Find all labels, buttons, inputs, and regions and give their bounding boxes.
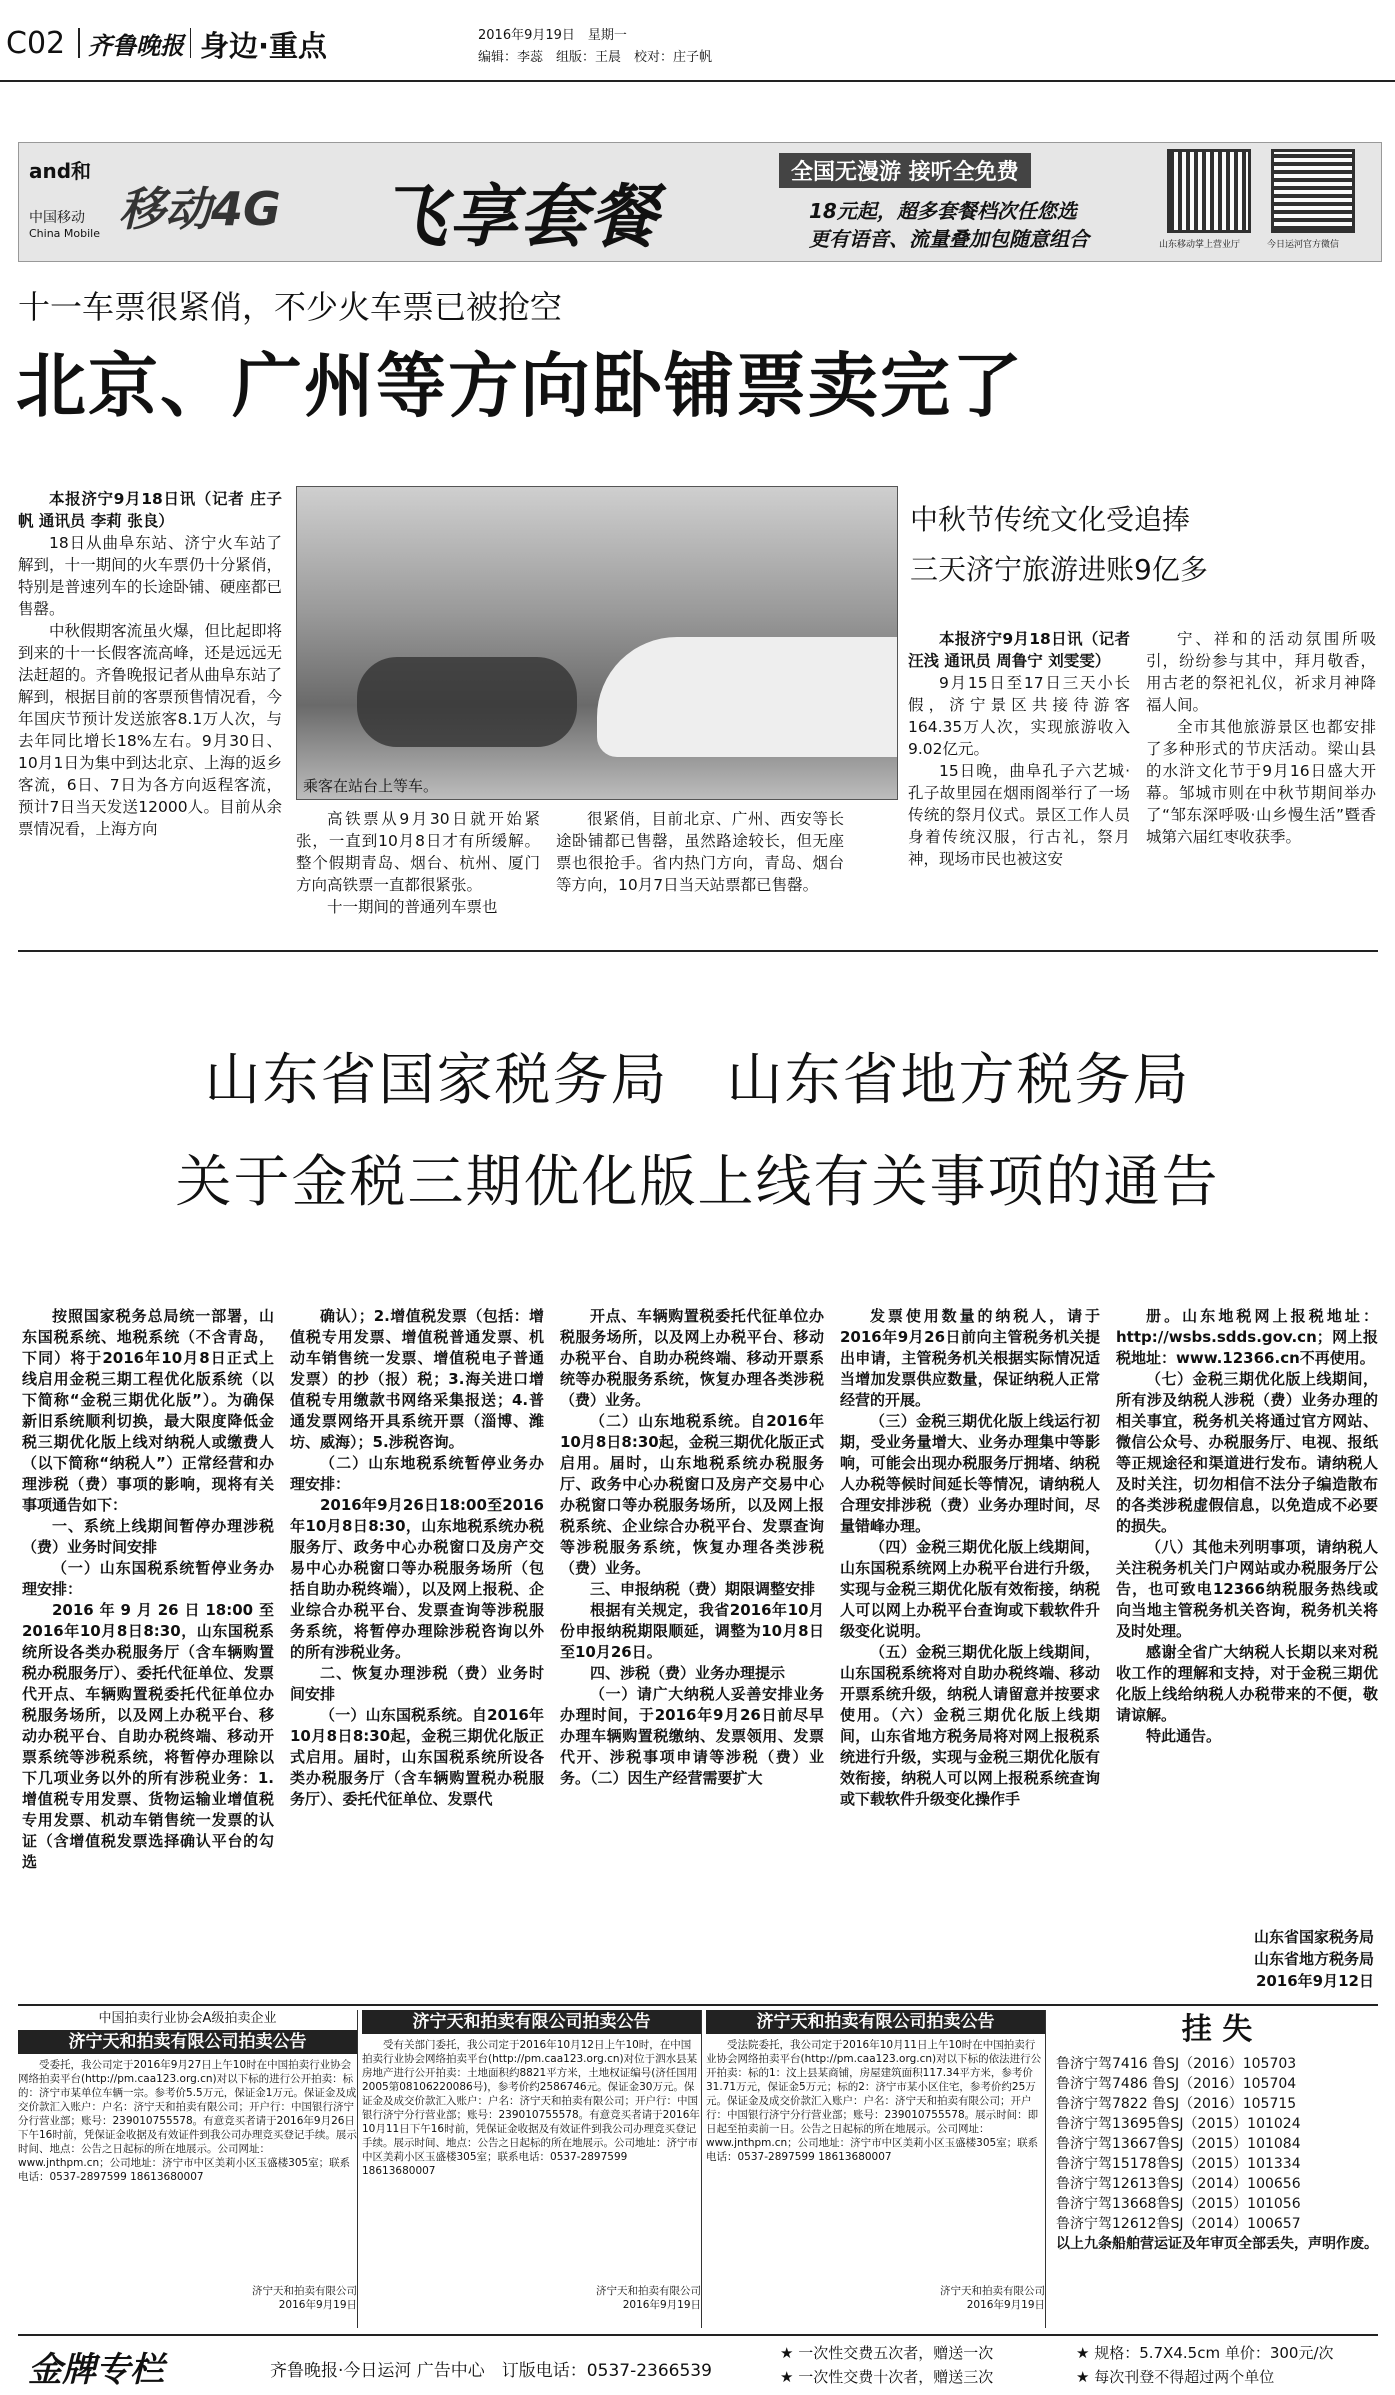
auction-2-date: 2016年9月19日 [622,2299,701,2311]
notice-para-3: 确认）；2.增值税发票（包括：增值税专用发票、增值税普通发票、机动车销售统一发票、增值税电子普通发票）的抄（报）税；3.海关进口增值税专用缴款书网络采集报送；4.普通发票网络开具系统开票（淄博、潍坊、威海）；5.涉税咨询。 [290,1307,544,1451]
page-number: C02 [6,26,66,61]
list-item: 鲁济宁驾7416 鲁SJ（2016）105703 [1056,2056,1297,2072]
notice-para-16: （八）其他未列明事项，请纳税人关注税务机关门户网站或办税服务厅公告，也可致电12366纳税服务热线或向当地主管税务机关咨询，税务机关将及时处理。 [1116,1538,1378,1640]
auction-1-body: 受委托，我公司定于2016年9月27日上午10时在中国拍卖行业协会网络拍卖平台(http://pm.caa123.org.cn)对以下标的进行公开拍卖：标的：济宁市某单位车辆一宗。参考价5.5万元，保证金1万元。保证金及成交价款汇入账户：户名：济宁天和拍卖有限公司；开户行：中国银行济宁分行营业部；账号：239010755578。有意竞买者请于2016年9月26日下午16时前，凭保证金收据及有效证件到我公司办理竞买登记手续。展示时间、地点：公告之日起标的所在地展示。公司网址：www.jnthpm.cn；公司地址：济宁市中区美莉小区玉盛楼305室；联系电话：0537-2897599 18613680007 [18,2059,357,2183]
china-mobile-en: China Mobile [29,227,101,240]
china-mobile-logo: 中国移动 [29,210,85,226]
footer-spec-2: ★ 每次刊登不得超过两个单位 [1076,2368,1275,2386]
list-item: 鲁济宁驾12613鲁SJ（2014）100656 [1056,2176,1301,2192]
qr-label-1: 山东移动掌上营业厅 [1159,240,1241,250]
news2-byline: 本报济宁9月18日讯（记者 汪浅 通讯员 周鲁宁 刘雯雯） [908,630,1130,670]
notice-para-14: 册。山东地税网上报税地址：http://wsbs.sdds.gov.cn；网上报税地址：www.12366.cn不再使用。 [1116,1307,1378,1367]
news1-para-2: 中秋假期客流虽火爆，但比起即将到来的十一长假客流高峰，还是远远无法赶超的。齐鲁晚报记者从曲阜东站了解到，根据目前的客票预售情况看，今年国庆节预计发送旅客8.1万人次，与去年同比增长18%左右。9月30日、10月1日为集中到达北京、上海的返乡客流，6日、7日为各方向返程客流，预计7日当天发送12000人。目前从余票情况看，上海方向 [18,622,282,838]
notice-heading-1a: （一）山东国税系统暂停业务办理安排： [22,1559,274,1598]
news1-para-4: 十一期间的普通列车票也 [327,898,498,916]
notice-para-6: 开点、车辆购置税委托代征单位办税服务场所，以及网上办税平台、移动办税平台、自助办税终端、移动开票系统等办税服务系统，恢复办理各类涉税（费）业务。 [560,1307,824,1409]
news2-para-2: 15日晚，曲阜孔子六艺城·孔子故里园在烟雨阁举行了一场传统的祭月仪式。景区工作人员身着传统汉服，行古礼，祭月神，现场市民也被这安 [908,762,1130,868]
news1-column-1 [18,488,282,918]
section-title: 身边·重点 [200,29,328,63]
list-item: 鲁济宁驾7822 鲁SJ（2016）105715 [1056,2096,1297,2112]
signature-date: 2016年9月12日 [1255,1972,1374,1990]
notice-para-17: 感谢全省广大纳税人长期以来对税收工作的理解和支持，对于金税三期优化版上线给纳税人办税带来的不便，敬请谅解。 [1116,1643,1378,1724]
list-item: 鲁济宁驾15178鲁SJ（2015）101334 [1056,2156,1301,2172]
staff-line: 编辑：李蕊 组版：王晨 校对：庄子帆 [478,50,713,65]
news1-column-3 [556,808,844,928]
paper-logo: 齐鲁晚报 [88,31,184,60]
news1-kicker: 十一车票很紧俏，不少火车票已被抢空 [18,288,563,326]
notice-column-2 [290,1306,544,1996]
news2-column-1 [908,628,1130,928]
crowd-shape [357,657,577,747]
news2-title-2: 三天济宁旅游进账9亿多 [910,553,1208,586]
lost-notice-box [1056,2010,1378,2328]
notice-para-4: 2016年9月26日18:00至2016年10月8日8:30，山东地税系统办税服务厅、政务中心办税窗口及房产交易中心办税窗口等办税服务场所（包括自助办税终端），以及网上报税、企业综合办税平台、发票查询等涉税服务系统，将暂停办理除涉税咨询以外的所有涉税业务。 [290,1496,544,1661]
auction-2-body: 受有关部门委托，我公司定于2016年10月12日上午10时，在中国拍卖行业协会网络拍卖平台(http://pm.caa123.org.cn)对位于泗水县某房地产进行公开拍卖：土地面积约8821平方米，土地权证编号(济任国用2005第08106220086号)，参考价约2586746元。保证金30万元。保证金及成交价款汇入账户：户名：济宁天和拍卖有限公司；开户行：中国银行济宁分行营业部；账号：239010755578。有意竞买者请于2016年10月11日下午16时前，凭保证金收据及有效证件到我公司办理竞买登记手续。展示时间、地点：公告之日起标的所在地展示。公司地址：济宁市中区美莉小区玉盛楼305室；联系电话：0537-2897599 18613680007 [362,2039,700,2177]
list-item: 鲁济宁驾12612鲁SJ（2014）100657 [1056,2216,1301,2232]
auction-3-date: 2016年9月19日 [966,2299,1045,2311]
mobile-ad-banner [18,142,1382,262]
news1-para-3: 高铁票从9月30日就开始紧张，一直到10月8日才有所缓解。整个假期青岛、烟台、杭州、厦门方向高铁票一直都很紧张。 [296,810,540,894]
auction-1-date: 2016年9月19日 [278,2299,357,2311]
and-logo: and和 [29,159,92,183]
notice-column-3 [560,1306,824,1996]
ad-slogan-main: 飞享套餐 [379,178,660,257]
list-item: 鲁济宁驾13668鲁SJ（2015）101056 [1056,2196,1301,2212]
news1-column-2 [296,808,540,928]
list-item: 鲁济宁驾13695鲁SJ（2015）101024 [1056,2116,1301,2132]
notice-title-1: 山东省国家税务局 山东省地方税务局 [204,1048,1191,1113]
news1-photo [296,486,898,800]
notice-para-10: 发票使用数量的纳税人，请于2016年9月26日前向主管税务机关提出申请，主管税务机关根据实际情况适当增加发票供应数量，保证纳税人正常经营的开展。 [840,1307,1100,1409]
lost-note: 以上九条船舶营运证及年审页全部丢失，声明作废。 [1056,2236,1378,2252]
lost-list [1056,2054,1378,2254]
notice-heading-1: 一、系统上线期间暂停办理涉税（费）业务时间安排 [22,1517,274,1556]
notice-para-2: 2016年9月26日18:00至2016年10月8日8:30，山东国税系统所设各类办税服务厅（含车辆购置税办税服务厅）、委托代征单位、发票代开点、车辆购置税委托代征单位办税服务场所，以及网上办税平台、移动办税平台、自助办税终端、移动开票系统等涉税系统，将暂停办理除以下几项业务以外的所有涉税业务：1.增值税专用发票、货物运输业增值税专用发票、机动车销售统一发票的认证（含增值税发票选择确认平台的勾选 [22,1601,274,1871]
list-item: 鲁济宁驾13667鲁SJ（2015）101084 [1056,2136,1301,2152]
notice-signature [1116,1926,1374,1992]
notice-para-1: 按照国家税务总局统一部署，山东国税系统、地税系统（不含青岛，下同）将于2016年10月8日正式上线启用金税三期工程优化版系统（以下简称“金税三期优化版”）。为确保新旧系统顺利切换，最大限度降低金税三期优化版上线对纳税人或缴费人（以下简称“纳税人”）正常经营和办理涉税（费）事项的影响，现将有关事项通告如下： [22,1307,274,1514]
notice-heading-4: 三、申报纳税（费）期限调整安排 [590,1580,816,1598]
news2-para-3: 宁、祥和的活动氛围所吸引，纷纷参与其中，拜月敬香，用古老的祭祀礼仪，祈求月神降福人间。 [1146,630,1376,714]
notice-column-1 [22,1306,274,1996]
auction-1-top: 中国拍卖行业协会A级拍卖企业 [98,2011,277,2026]
auction-box-3 [706,2010,1046,2328]
auction-3-body: 受法院委托，我公司定于2016年10月11日上午10时在中国拍卖行业协会网络拍卖平台(http://pm.caa123.org.cn)对以下标的依法进行公开拍卖：标的1：汶上县某商铺，房屋建筑面积117.34平方米，参考价31.71万元，保证金5万元；标的2：济宁市某小区住宅，参考价约25万元。保证金及成交价款汇入账户：户名：济宁天和拍卖有限公司；开户行：中国银行济宁分行营业部；账号：239010755578。展示时间：即日起至拍卖前一日。公告之日起标的所在地展示。公司网址：www.jnthpm.cn；公司地址：济宁市中区美莉小区玉盛楼305室；联系电话：0537-2897599 18613680007 [706,2039,1042,2163]
train-shape [597,637,897,757]
news1-para-1: 18日从曲阜东站、济宁火车站了解到，十一期间的火车票仍十分紧俏，特别是普速列车的长途卧铺、硬座都已售罄。 [18,534,282,618]
notice-para-15: （七）金税三期优化版上线期间，所有涉及纳税人涉税（费）业务办理的相关事宜，税务机关将通过官方网站、微信公众号、办税服务厅、电视、报纸等正规途径和渠道进行发布。请纳税人及时关注，切勿相信不法分子编造散布的各类涉税虚假信息，以免造成不必要的损失。 [1116,1370,1378,1535]
news1-headline: 北京、广州等方向卧铺票卖完了 [16,345,1024,427]
footer-logo: 金牌专栏 [28,2350,164,2390]
auction-box-1 [18,2010,358,2328]
ads-divider [18,2004,1378,2006]
auction-3-sign: 济宁天和拍卖有限公司 [940,2285,1045,2297]
notice-para-8: 根据有关规定，我省2016年10月份申报纳税期限顺延，调整为10月8日至10月26日。 [560,1601,824,1661]
auction-1-sign: 济宁天和拍卖有限公司 [252,2285,357,2297]
notice-para-9: （一）请广大纳税人妥善安排业务办理时间，于2016年9月26日前尽早办理车辆购置税缴纳、发票领用、发票代开、涉税事项申请等涉税（费）业务。（二）因生产经营需要扩大 [560,1685,824,1787]
notice-column-5 [1116,1306,1378,1916]
footer-center: 齐鲁晚报·今日运河 广告中心 订版电话：0537-2366539 [270,2361,712,2381]
signature-2: 山东省地方税务局 [1253,1950,1374,1968]
notice-title-2: 关于金税三期优化版上线有关事项的通告 [175,1150,1220,1215]
issue-date: 2016年9月19日 星期一 [478,28,627,43]
auction-1-title: 济宁天和拍卖有限公司拍卖公告 [18,2030,357,2054]
photo-caption: 乘客在站台上等车。 [303,777,439,795]
notice-heading-5: 四、涉税（费）业务办理提示 [590,1664,786,1682]
notice-heading-3: 二、恢复办理涉税（费）业务时间安排 [290,1664,544,1703]
notice-para-12: （四）金税三期优化版上线期间，山东国税系统网上办税平台进行升级，实现与金税三期优化版有效衔接，纳税人可以网上办税平台查询或下载软件升级变化说明。 [840,1538,1100,1640]
header-divider [78,28,80,58]
news2-para-1: 9月15日至17日三天小长假，济宁景区共接待游客164.35万人次，实现旅游收入9.02亿元。 [908,674,1130,758]
ad-sub1: 18元起，超多套餐档次任您选 [809,199,1077,223]
qr-code-icon-2 [1271,149,1355,233]
header-divider-2 [190,28,191,58]
notice-column-4 [840,1306,1100,1996]
section-divider [18,950,1378,952]
auction-2-sign: 济宁天和拍卖有限公司 [596,2285,701,2297]
list-item: 鲁济宁驾7486 鲁SJ（2016）105704 [1056,2076,1297,2092]
news1-para-5: 很紧俏，目前北京、广州、西安等长途卧铺都已售罄，虽然路途较长，但无座票也很抢手。省内热门方向，青岛、烟台等方向，10月7日当天站票都已售罄。 [556,810,844,894]
footer-promo-1: ★ 一次性交费五次者，赠送一次 [780,2344,994,2362]
header-rule [0,80,1395,82]
lost-notice-title: 挂 失 [1181,2012,1253,2047]
notice-heading-2: （二）山东地税系统暂停业务办理安排： [290,1454,544,1493]
auction-box-2 [362,2010,702,2328]
footer-promo-2: ★ 一次性交费十次者，赠送三次 [780,2368,994,2386]
ad-slogan-4g: 移动4G [119,182,281,236]
news2-column-2 [1146,628,1376,928]
ad-sub2: 更有语音、流量叠加包随意组合 [809,227,1089,251]
qr-code-icon [1167,149,1251,233]
qr-label-2: 今日运河官方微信 [1267,240,1340,250]
notice-para-11: （三）金税三期优化版上线运行初期，受业务量增大、业务办理集中等影响，可能会出现办税服务厅拥堵、纳税人办税等候时间延长等情况，请纳税人合理安排涉税（费）业务办理时间，尽量错峰办理。 [840,1412,1100,1535]
footer-spec-1: ★ 规格：5.7X4.5cm 单价：300元/次 [1076,2344,1334,2362]
signature-1: 山东省国家税务局 [1253,1928,1374,1946]
notice-para-5: （一）山东国税系统。自2016年10月8日8:30起，金税三期优化版正式启用。届时，山东国税系统所设各类办税服务厅（含车辆购置税办税服务厅）、委托代征单位、发票代 [290,1706,544,1808]
notice-para-13: （五）金税三期优化版上线期间，山东国税系统将对自助办税终端、移动开票系统升级，纳税人请留意并按要求使用。（六）金税三期优化版上线期间，山东省地方税务局将对网上报税系统进行升级，实现与金税三期优化版有效衔接，纳税人可以网上报税系统查询或下载软件升级变化操作手 [840,1643,1100,1808]
notice-para-7: （二）山东地税系统。自2016年10月8日8:30起，金税三期优化版正式启用。届时，山东地税系统办税服务厅、政务中心办税窗口及房产交易中心办税窗口等办税服务场所，以及网上报税系统、企业综合办税平台、发票查询等涉税服务系统，恢复办理各类涉税（费）业务。 [560,1412,824,1577]
news1-byline: 本报济宁9月18日讯（记者 庄子帆 通讯员 李莉 张良） [18,490,282,530]
footer-rule [18,2334,1378,2336]
auction-3-title: 济宁天和拍卖有限公司拍卖公告 [706,2010,1045,2034]
ad-badge: 全国无漫游 接听全免费 [779,153,1031,188]
news2-para-4: 全市其他旅游景区也都安排了多种形式的节庆活动。梁山县的水浒文化节于9月16日盛大开幕。邹城市则在中秋节期间举办了“邹东深呼吸·山乡慢生活”暨香城第六届红枣收获季。 [1146,718,1376,846]
notice-para-18: 特此通告。 [1146,1727,1222,1745]
page-header [0,10,1395,70]
auction-2-title: 济宁天和拍卖有限公司拍卖公告 [362,2010,701,2034]
news2-title-1: 中秋节传统文化受追捧 [910,503,1191,536]
